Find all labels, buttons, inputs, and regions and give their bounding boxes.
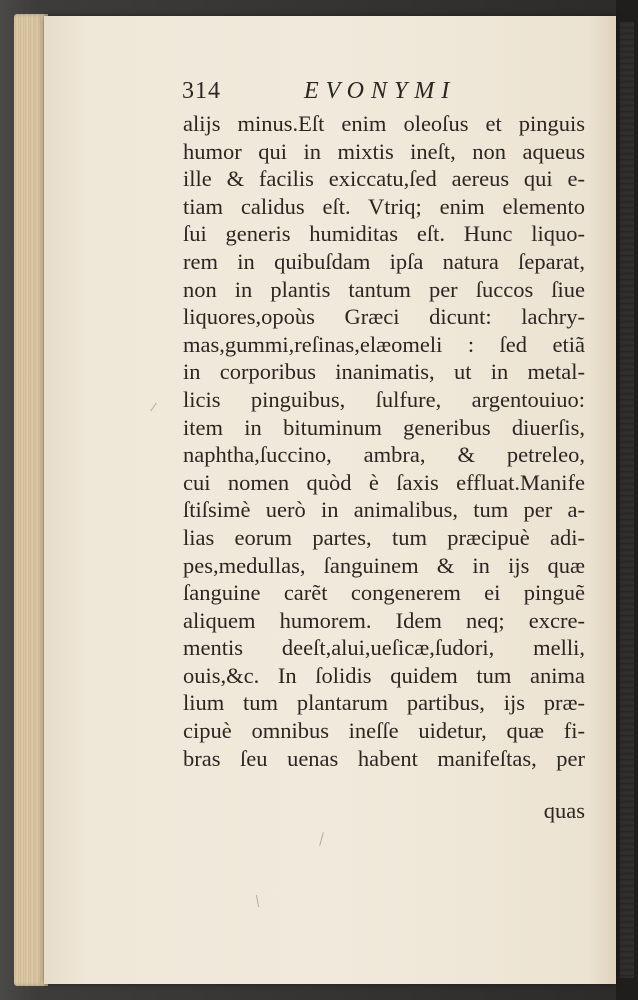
cover-cloth-texture — [620, 22, 634, 978]
catchword: quas — [543, 798, 585, 823]
text-line: tiam calidus eſt. Vtriq; enim elemento — [183, 193, 585, 219]
text-line: cipuè omnibus ineſſe uidetur, quæ fi- — [183, 718, 585, 744]
text-line: bras ſeu uenas habent manifeſtas, per — [183, 745, 585, 771]
page-number: 314 — [182, 78, 221, 104]
running-head: EVONYMI — [304, 78, 457, 104]
page-block-edges — [14, 14, 48, 986]
text-line: mentis deeſt,alui,ueſicæ,ſudori, melli, — [183, 635, 585, 661]
body-text — [183, 110, 585, 772]
text-line: ille & facilis exiccatu,ſed aereus qui e- — [183, 166, 585, 192]
text-line: cui nomen quòd è ſaxis effluat.Manife — [183, 469, 585, 495]
text-line: aliquem humorem. Idem neq; excre- — [183, 607, 585, 633]
text-line: alijs minus.Eſt enim oleoſus et pinguis — [183, 111, 585, 136]
text-line: mas,gummi,reſinas,elæomeli : ſed etiã — [183, 331, 585, 357]
text-line: non in plantis tantum per ſuccos ſiue — [183, 276, 585, 302]
book-cover-edge — [616, 0, 638, 1000]
text-line: lias eorum partes, tum præcipuè adi- — [183, 524, 585, 550]
text-line: ſtiſsimè uerò in animalibus, tum per a- — [183, 497, 585, 523]
text-line: item in bituminum generibus diuerſis, — [183, 414, 585, 440]
text-line: ſui generis humiditas eſt. Hunc liquo- — [183, 221, 585, 247]
text-line: ſanguine carẽt congenerem ei pinguẽ — [183, 580, 585, 606]
text-line: in corporibus inanimatis, ut in metal- — [183, 359, 585, 385]
text-line: humor qui in mixtis ineſt, non aqueus — [183, 138, 585, 164]
text-line: rem in quibuſdam ipſa natura ſeparat, — [183, 248, 585, 274]
text-line: pes,medullas, ſanguinem & in ijs quæ — [183, 552, 585, 578]
text-line: liquores,opoùs Græci dicunt: lachry- — [183, 304, 585, 330]
text-line: ouis,&c. In ſolidis quidem tum anima — [183, 662, 585, 688]
text-line: naphtha,ſuccino, ambra, & petreleo, — [183, 442, 585, 468]
page-header — [182, 76, 482, 110]
text-line: lium tum plantarum partibus, ijs præ- — [183, 690, 585, 716]
text-line: licis pinguibus, ſulfure, argentouiuo: — [183, 386, 585, 412]
